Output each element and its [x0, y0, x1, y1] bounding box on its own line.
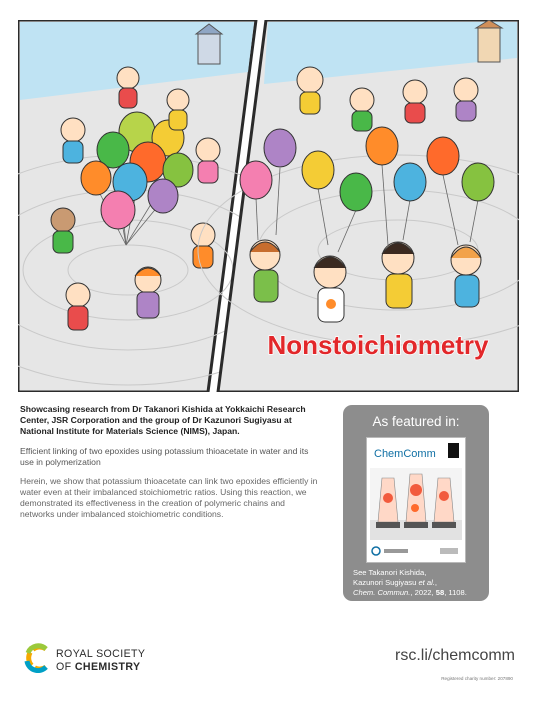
balloon-icon [366, 127, 398, 165]
rsc-logo-icon [24, 643, 50, 673]
reference-line-3: Chem. Commun., 2022, 58, 1108. [353, 588, 467, 597]
balloon-icon [81, 161, 111, 195]
showcase-body: Herein, we show that potassium thioacetate can link two epoxides efficiently in water even at their imbalanced stoichiometric ratios. Using this reaction, we demonstrated its effectiveness in the creation of polymeric chains and networks under imbalanced stoichiometric conditions. [20, 476, 318, 519]
cover-artwork [18, 20, 519, 392]
logo-line-1: ROYAL SOCIETY [56, 648, 146, 660]
building-icon [476, 20, 502, 62]
publisher-mark-icon [370, 544, 462, 558]
balloon-icon [101, 191, 135, 229]
reference-line-1: See Takanori Kishida, [353, 568, 427, 577]
balloon-icon [340, 173, 372, 211]
showcase-heading: Showcasing research from Dr Takanori Kishida at Yokkaichi Research Center, JSR Corporation and the group of Dr Kazunori Sugiyasu at National Institute for Materials Science (NIMS), Japan. [20, 404, 306, 436]
balloon-icon [240, 161, 272, 199]
journal-url-link[interactable]: rsc.li/chemcomm [394, 647, 515, 664]
cover-footer [370, 544, 462, 558]
balloon-icon [148, 179, 178, 213]
charity-number: Registered charity number: 207890 [441, 676, 513, 681]
cover-image [370, 468, 462, 540]
cover-badge-icon [448, 443, 459, 458]
journal-cover-thumbnail[interactable] [366, 437, 466, 563]
article-reference [353, 568, 467, 598]
featured-box [343, 405, 489, 601]
rsc-logo[interactable] [24, 643, 146, 678]
lava-lamp-icon [370, 468, 462, 540]
balloon-icon [462, 163, 494, 201]
cover-title: ChemComm [374, 448, 436, 460]
showcase-text [20, 404, 320, 520]
balloon-icon [302, 151, 334, 189]
balloon-icon [394, 163, 426, 201]
featured-title: As featured in: [372, 414, 460, 429]
reference-line-2: Kazunori Sugiyasu et al., [353, 578, 438, 587]
balloon-icon [264, 129, 296, 167]
showcase-lead: Efficient linking of two epoxides using potassium thioacetate in water and its use in polymerization [20, 446, 309, 467]
balloon-icon [427, 137, 459, 175]
logo-line-2: OF CHEMISTRY [56, 661, 141, 673]
artwork-caption: Nonstoichiometry [267, 330, 489, 360]
